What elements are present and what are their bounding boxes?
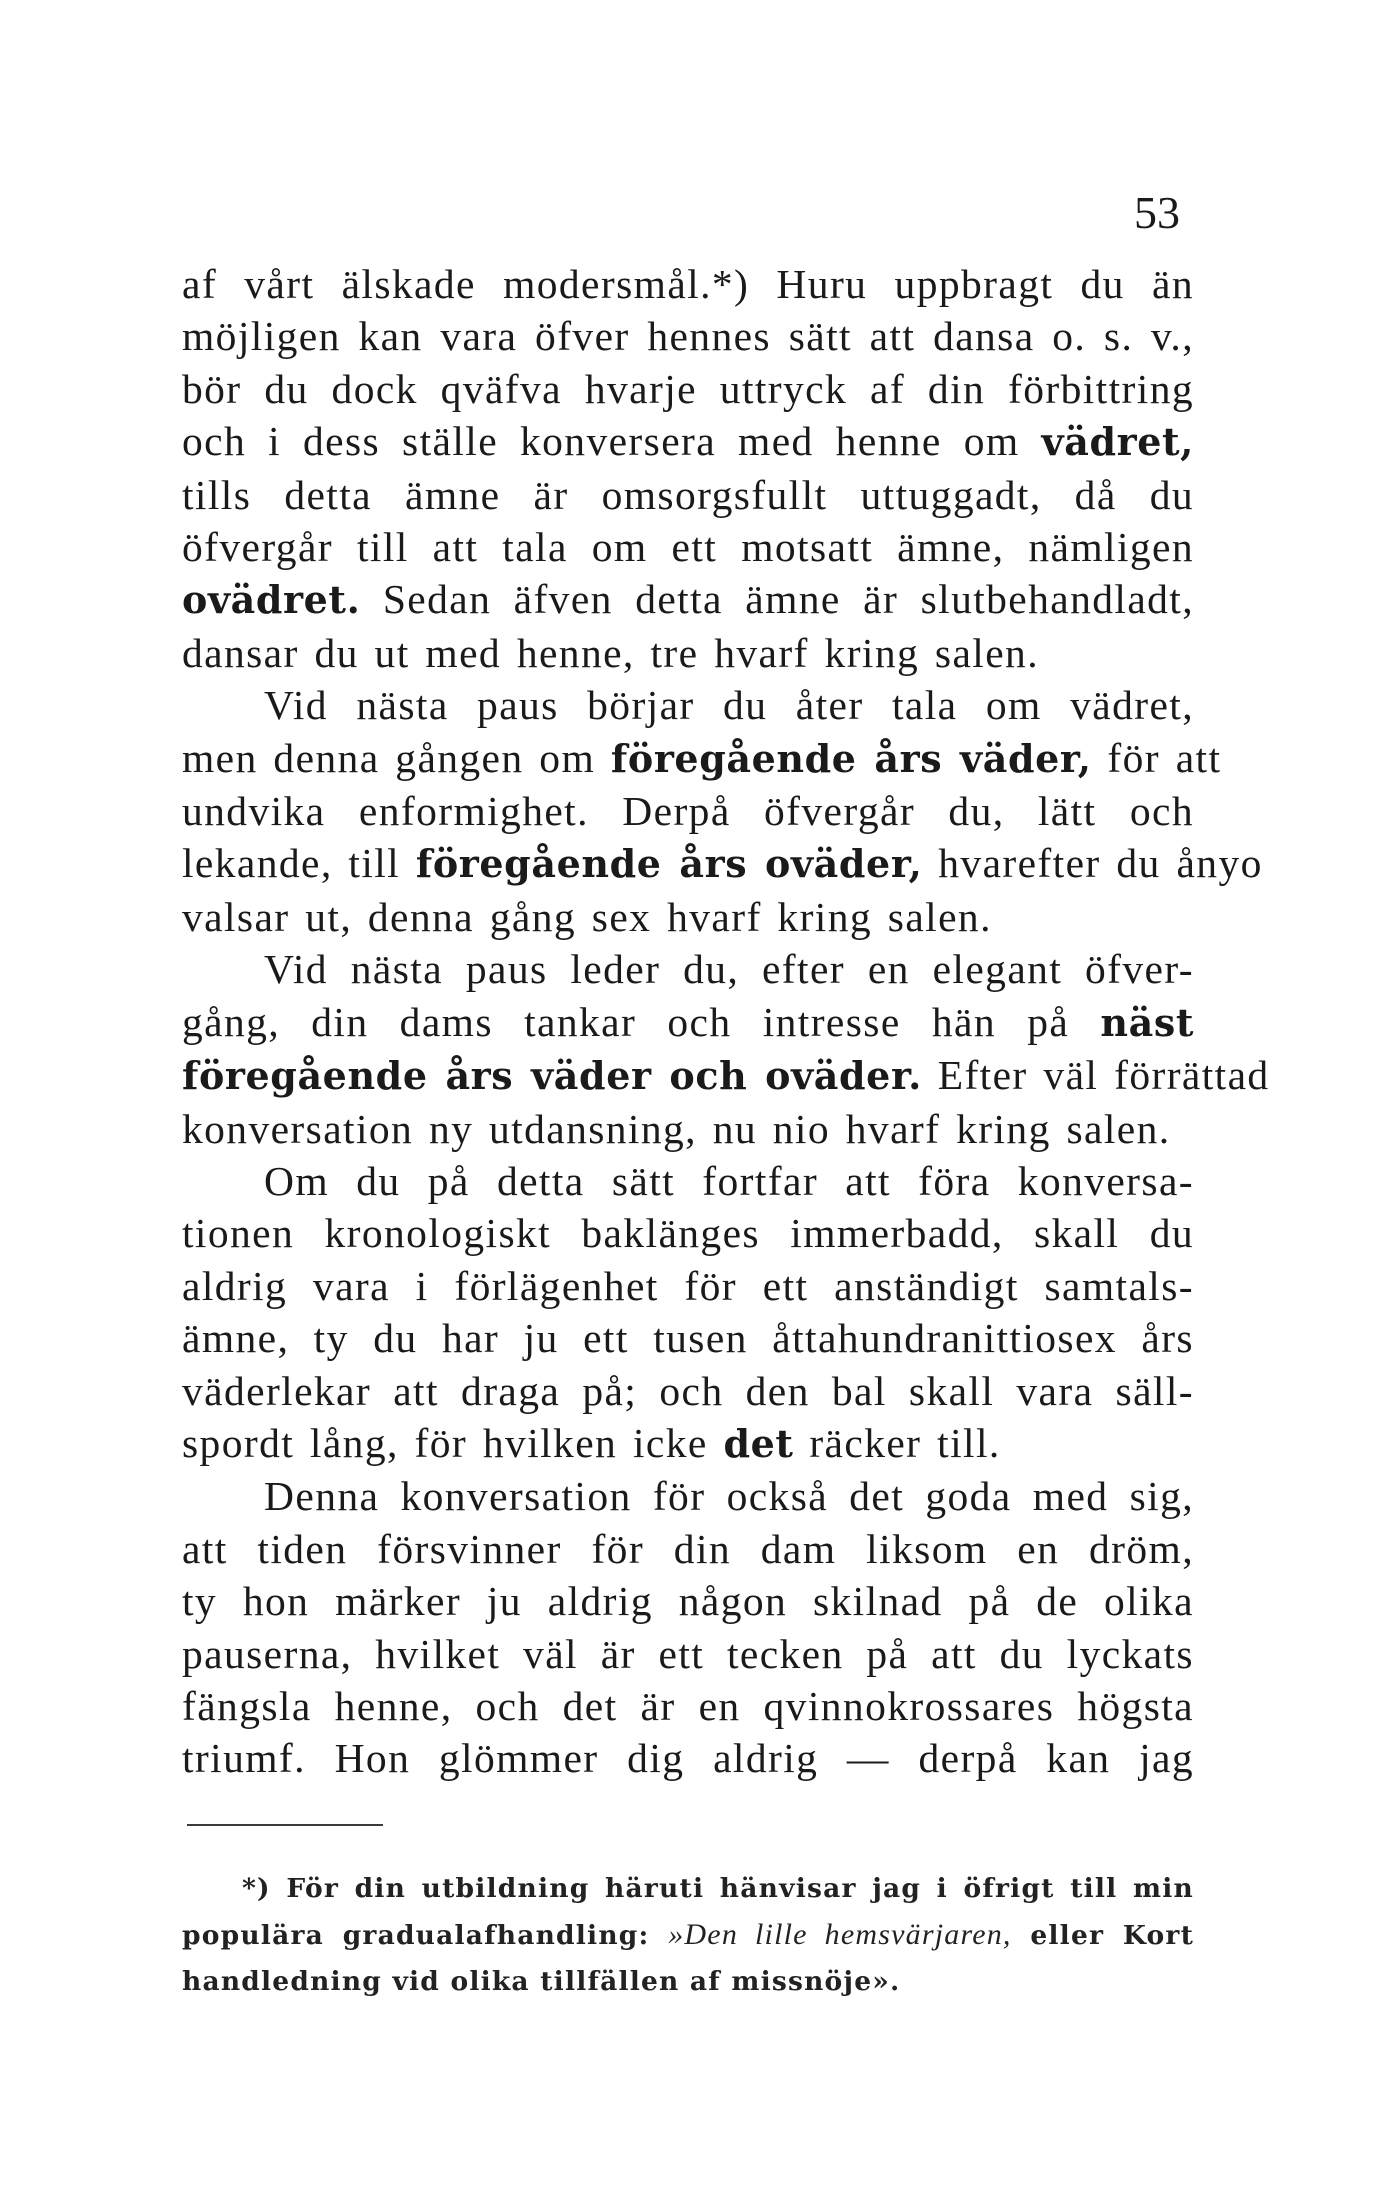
italic-title: »Den lille hemsvärjaren, [668,1918,1012,1951]
text-run: att tiden försvinner för din dam liksom en dröm, [182,1525,1194,1572]
text-run: möjligen kan vara öfver hennes sätt att dansa o. s. v., [182,313,1194,360]
text-run: ämne, ty du har ju ett tusen åttahundranittiosex års [182,1315,1194,1362]
text-line [182,1417,1194,1470]
text-run: af vårt älskade modersmål.*) Huru uppbragt du än [182,261,1194,307]
text-run: Sedan äfven detta ämne är slutbehandladt, [360,576,1194,623]
text-run: räcker till. [793,1419,1001,1466]
text-line [182,258,1194,310]
bold-text: föregående års oväder, [415,841,923,887]
body-text [182,258,1270,1785]
text-run: ty hon märker ju aldrig någon skilnad på de olika [182,1578,1194,1625]
text-run: pauserna, hvilket väl är ett tecken på att du lyckats [182,1630,1194,1677]
text-line [182,1312,1194,1364]
footnote-line [182,1912,1194,1959]
bold-text: det [723,1420,794,1466]
text-line [182,1207,1194,1259]
text-run: för att [1091,734,1222,781]
footnote-text: handledning vid olika tillfällen af missnöje». [182,1966,901,1997]
footnote-text: populära gradualafhandling: [182,1920,669,1951]
bold-text: föregående års väder, [610,735,1092,781]
text-run: Denna konversation för också det goda med sig, [264,1473,1194,1520]
paragraph [182,1155,1194,1470]
text-line [182,1049,1270,1102]
footnote-line [182,1959,1194,2005]
footnote-divider [187,1824,383,1826]
bold-text: näst [1100,999,1194,1045]
text-run: undvika enformighet. Derpå öfvergår du, lätt och [182,788,1194,835]
paragraph [182,943,1270,1155]
text-run: bör du dock qväfva hvarje uttryck af din förbittring [182,365,1194,412]
paragraph [182,258,1194,679]
text-line [182,1260,1194,1312]
text-line [182,415,1194,468]
text-line [182,943,1194,995]
text-line [182,1628,1194,1680]
text-line [182,1365,1194,1417]
paragraph [182,679,1263,943]
bold-text: vädret, [1041,419,1194,465]
bold-text: ovädret. [182,577,361,623]
text-line [182,679,1194,731]
text-run: dansar du ut med henne, tre hvarf kring salen. [182,629,1039,676]
footnote-text: *) För din utbildning häruti hänvisar jag i öfrigt till min [242,1873,1194,1904]
text-run: aldrig vara i förlägenhet för ett anständigt samtals- [182,1262,1194,1309]
text-run: Vid nästa paus leder du, efter en elegant öfver- [264,946,1194,993]
text-run: Om du på detta sätt fortfar att föra konversa- [264,1157,1194,1204]
footnote-text: eller Kort [1011,1920,1195,1951]
text-run: valsar ut, denna gång sex hvarf kring salen. [182,893,992,940]
text-line [182,521,1194,573]
text-line [182,1575,1194,1627]
text-line [182,1680,1194,1732]
text-run: gång, din dams tankar och intresse hän på [182,998,1101,1045]
text-line [182,627,1194,679]
text-run: tills detta ämne är omsorgsfullt uttuggadt, då du [182,471,1194,518]
text-line [182,891,1194,943]
text-run: lekande, till [182,840,416,887]
text-line [182,996,1194,1049]
text-run: och i dess ställe konversera med henne om [182,418,1042,465]
text-line [182,363,1194,415]
page-number: 53 [1134,187,1180,238]
bold-text: föregående års väder och oväder. [182,1053,922,1099]
text-line [182,310,1194,362]
footnote-line [182,1866,1194,1912]
text-line [182,837,1263,890]
text-line [182,1103,1194,1155]
text-run: spordt lång, för hvilken icke [182,1419,724,1466]
text-line [182,732,1222,785]
text-run: tionen kronologiskt baklänges immerbadd, skall du [182,1210,1194,1257]
text-run: triumf. Hon glömmer dig aldrig — derpå kan jag [182,1735,1194,1782]
text-run: Vid nästa paus börjar du åter tala om vädret, [264,682,1194,729]
paragraph [182,1470,1194,1784]
text-run: Efter väl förrättad [921,1052,1270,1099]
text-run: väderlekar att draga på; och den bal skall vara säll- [182,1367,1194,1414]
text-run: men denna gången om [182,734,611,781]
text-run: fängsla henne, och det är en qvinnokrossares högsta [182,1682,1194,1729]
text-line [182,1470,1194,1522]
text-line [182,785,1194,837]
text-run: hvarefter du ånyo [922,840,1263,887]
text-run: öfvergår till att tala om ett motsatt ämne, nämligen [182,524,1194,571]
text-line [182,1523,1194,1575]
text-run: konversation ny utdansning, nu nio hvarf kring salen. [182,1105,1171,1152]
footnote [182,1866,1194,2005]
text-line [182,573,1194,626]
text-line [182,1732,1194,1784]
text-line [182,1155,1194,1207]
text-line [182,469,1194,521]
